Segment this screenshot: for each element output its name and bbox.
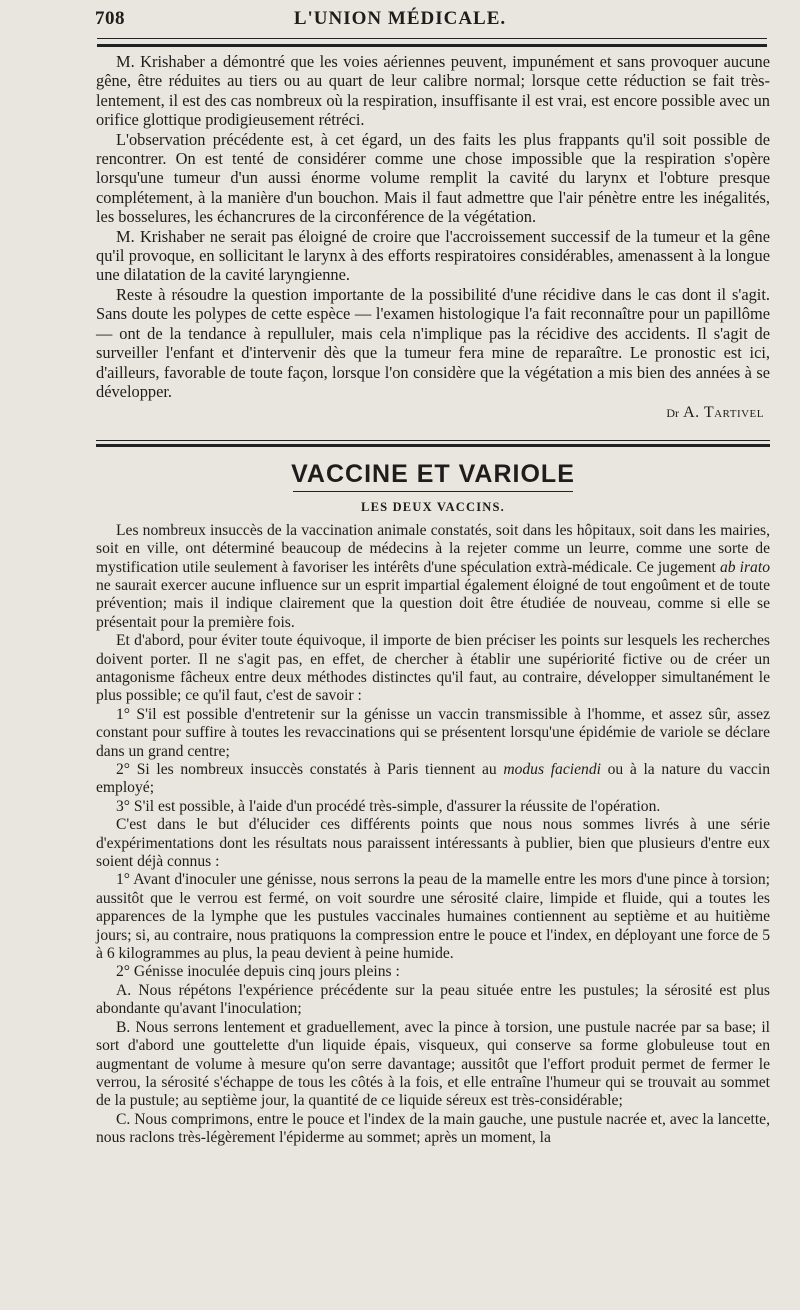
journal-title: L'UNION MÉDICALE.: [293, 8, 507, 29]
paragraph: B. Nous serrons lentement et graduellement, avec la pince à torsion, une pustule nacrée par sa base; il sort d'abord une gouttelette d'un liquide épais, visqueux, qui conserve sa forme globuleuse tout en augmentant de volume à mesure qu'on serre davantage; aussitôt que l'effort produit permet de fermer le verrou, la sérosité s'échappe de tous les côtés à la fois, et elle entraîne l'humeur qui se trouvait au sommet de la pustule; au septième jour, la quantité de ce liquide séreux est très-considérable;: [96, 1018, 770, 1110]
paragraph: [96, 761, 770, 798]
paragraph: C. Nous comprimons, entre le pouce et l'index de la main gauche, une pustule nacrée et, avec la lancette, nous raclons très-légèrement l'épiderme au sommet; après un moment, la: [96, 1110, 770, 1147]
text-run: ne saurait exercer aucune influence sur un esprit impartial également éloigné de tout engoûment et de toute prévention; mais il indique clairement que la question doit être étudiée de nouveau, comme si elle se présentait pour la première fois.: [96, 576, 770, 631]
signature-name: A. Tartivel: [683, 404, 764, 422]
paragraph: Reste à résoudre la question importante de la possibilité d'une récidive dans le cas dont il s'agit. Sans doute les polypes de cette espèce — l'examen histologique l'a fait reconnaître pour un papillôme — ont de la tendance à repulluler, mais cela n'implique pas la récidive des accidents. Il s'agit de surveiller l'enfant et d'intervenir dès que la tumeur fera mine de reparaître. Le pronostic est ici, d'ailleurs, favorable de toute façon, lorsque l'on considère que la végétation a mis bien des années à se développer.: [96, 284, 770, 401]
paragraph: M. Krishaber ne serait pas éloigné de croire que l'accroissement successif de la tumeur et la gêne qu'il provoque, en sollicitant le larynx à des efforts respiratoires considérables, amenassent à la longue une dilatation de la cavité laryngienne.: [96, 226, 770, 285]
paragraph: 2° Génisse inoculée depuis cinq jours pleins :: [116, 963, 400, 981]
paragraph: 1° S'il est possible d'entretenir sur la génisse un vaccin transmissible à l'homme, et assez sûr, assez constant pour suffire à toutes les revaccinations qui se présentent lorsqu'une épidémie de variole se déclare dans un grand centre;: [96, 705, 770, 760]
section-divider: [96, 440, 770, 441]
text-run: Les nombreux insuccès de la vaccination animale constatés, soit dans les hôpitaux, soit dans les mairies, soit en ville, ont déterminé beaucoup de médecins à la rejeter comme un leurre, comme une sorte de mystification utile seulement à favoriser les intérêts d'une spéculation extrà-médicale. Ce jugement: [96, 521, 770, 576]
section-subtitle: LES DEUX VACCINS.: [361, 499, 505, 514]
page-number: 708: [95, 8, 125, 29]
article-krishaber: [96, 52, 770, 424]
paragraph: 1° Avant d'inoculer une génisse, nous serrons la peau de la mamelle entre les mors d'une pince à torsion; aussitôt que le verrou est fermé, on voit sourdre une sérosité claire, limpide et fluide, qui a toutes les apparences de la lymphe que les pustules vaccinales humaines contiennent au septième et au huitième jours; si, au contraire, nous pratiquons la compression entre le pouce et l'index, en déployant une force de 5 à 6 kilogrammes au plus, la peau devient à peine humide.: [96, 871, 770, 963]
paragraph: A. Nous répétons l'expérience précédente sur la peau située entre les pustules; la sérosité est plus abondante qu'avant l'inoculation;: [96, 981, 770, 1018]
paragraph: C'est dans le but d'élucider ces différents points que nous nous sommes livrés à une série d'expérimentations dont les résultats nous paraissent intéressants à publier, bien que plusieurs d'entre eux soient déjà connus :: [96, 816, 770, 871]
italic-phrase: modus faciendi: [503, 761, 601, 778]
text-run: ou à la nature du vaccin employé;: [96, 761, 770, 797]
italic-phrase: ab irato: [719, 558, 770, 576]
paragraph: [96, 522, 770, 632]
author-signature: [96, 403, 764, 423]
article-body: [96, 522, 770, 1148]
signature-title: Dr: [666, 406, 680, 421]
section-divider-thick: [96, 444, 770, 447]
title-rule: [293, 491, 573, 492]
header-rule-thick: [97, 44, 767, 47]
page-header: [0, 6, 800, 32]
paragraph: 3° S'il est possible, à l'aide d'un procédé très-simple, d'assurer la réussite de l'opération.: [116, 797, 661, 815]
paragraph: L'observation précédente est, à cet égard, un des faits les plus frappants qu'il soit possible de rencontrer. On est tenté de considérer comme une chose impossible que la respiration s'opère lorsqu'une tumeur d'un aussi énorme volume remplit la cavité du larynx et l'obture presque complétement, à la manière d'un bouchon. Mais il faut admettre que l'air pénètre entre les inégalités, les bosselures, les échancrures de la circonférence de la végétation.: [96, 129, 770, 227]
page-content: [96, 52, 770, 1148]
article-vaccine: [96, 459, 770, 1148]
section-title: VACCINE ET VARIOLE: [291, 459, 575, 488]
text-run: 2° Si les nombreux insuccès constatés à Paris tiennent au: [116, 761, 504, 778]
paragraph: M. Krishaber a démontré que les voies aériennes peuvent, impunément et sans provoquer aucune gêne, être réduites au tiers ou au quart de leur calibre normal; lorsque cette réduction se fait très-lentement, il est des cas nombreux où la respiration, insuffisante il est vrai, est encore possible avec un orifice glottique prodigieusement rétréci.: [96, 52, 770, 130]
header-rule: [97, 38, 767, 39]
paragraph: Et d'abord, pour éviter toute équivoque, il importe de bien préciser les points sur lesquels les recherches doivent porter. Il ne s'agit pas, en effet, de chercher à établir une supériorité fictive ou de créer un antagonisme fâcheux entre deux méthodes distinctes qu'il faut, au contraire, développer simultanément le plus possible; ce qu'il faut, c'est de savoir :: [96, 632, 770, 705]
